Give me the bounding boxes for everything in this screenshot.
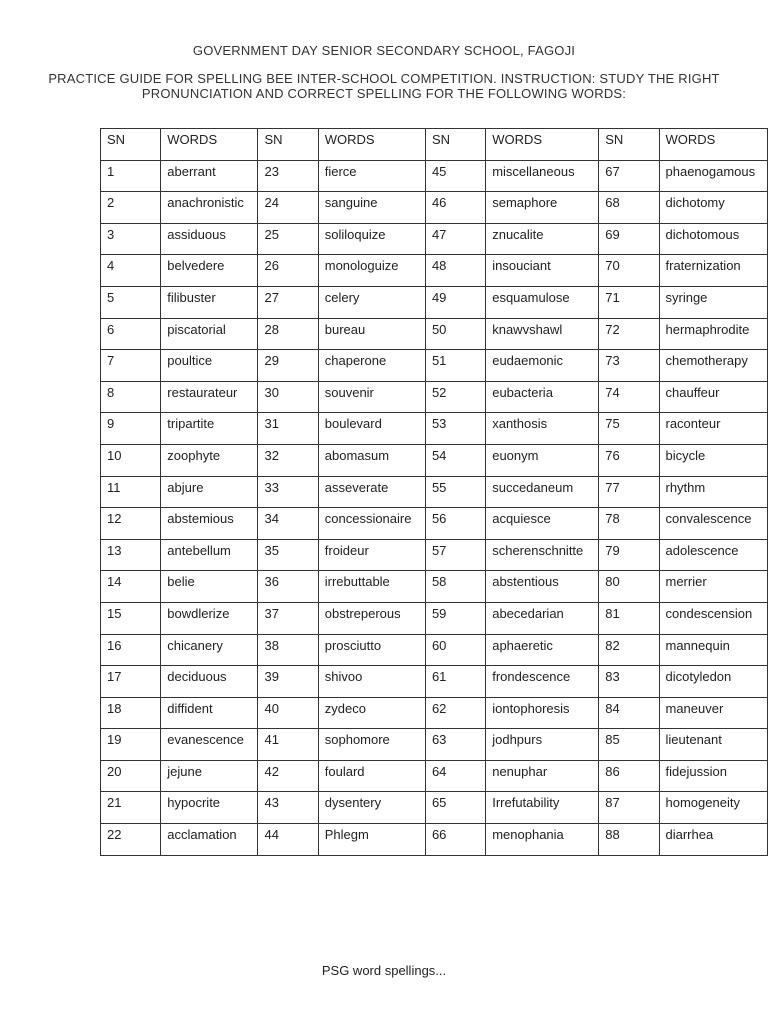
serial-number-cell: 9 [101,413,161,445]
serial-number-cell: 17 [101,666,161,698]
word-cell: evanescence [161,729,258,761]
serial-number-cell: 18 [101,697,161,729]
header-words: WORDS [161,129,258,161]
word-cell: euonym [486,444,599,476]
serial-number-cell: 60 [425,634,485,666]
serial-number-cell: 68 [599,192,659,224]
serial-number-cell: 35 [258,539,318,571]
serial-number-cell: 77 [599,476,659,508]
serial-number-cell: 2 [101,192,161,224]
serial-number-cell: 47 [425,223,485,255]
serial-number-cell: 73 [599,350,659,382]
word-cell: condescension [659,602,768,634]
word-cell: fraternization [659,255,768,287]
serial-number-cell: 21 [101,792,161,824]
table-row [101,634,768,666]
table-row [101,666,768,698]
word-cell: lieutenant [659,729,768,761]
table-row [101,824,768,856]
serial-number-cell: 16 [101,634,161,666]
word-cell: chemotherapy [659,350,768,382]
word-cell: hermaphrodite [659,318,768,350]
serial-number-cell: 40 [258,697,318,729]
word-cell: dichotomy [659,192,768,224]
serial-number-cell: 72 [599,318,659,350]
serial-number-cell: 64 [425,760,485,792]
serial-number-cell: 29 [258,350,318,382]
table-row [101,413,768,445]
serial-number-cell: 36 [258,571,318,603]
serial-number-cell: 54 [425,444,485,476]
word-cell: anachronistic [161,192,258,224]
serial-number-cell: 83 [599,666,659,698]
word-cell: froideur [318,539,425,571]
serial-number-cell: 30 [258,381,318,413]
serial-number-cell: 76 [599,444,659,476]
word-cell: celery [318,286,425,318]
word-cell: deciduous [161,666,258,698]
serial-number-cell: 43 [258,792,318,824]
word-cell: raconteur [659,413,768,445]
word-cell: succedaneum [486,476,599,508]
word-cell: bowdlerize [161,602,258,634]
serial-number-cell: 42 [258,760,318,792]
spelling-word-table [100,128,768,856]
word-cell: tripartite [161,413,258,445]
serial-number-cell: 84 [599,697,659,729]
word-cell: acquiesce [486,508,599,540]
serial-number-cell: 28 [258,318,318,350]
serial-number-cell: 49 [425,286,485,318]
word-cell: syringe [659,286,768,318]
word-cell: diarrhea [659,824,768,856]
word-cell: rhythm [659,476,768,508]
serial-number-cell: 66 [425,824,485,856]
word-cell: shivoo [318,666,425,698]
word-cell: assiduous [161,223,258,255]
serial-number-cell: 58 [425,571,485,603]
word-cell: maneuver [659,697,768,729]
word-cell: souvenir [318,381,425,413]
table-row [101,508,768,540]
instruction-line-2: PRONUNCIATION AND CORRECT SPELLING FOR THE FOLLOWING WORDS: [141,86,627,101]
table-row [101,255,768,287]
header-sn: SN [599,129,659,161]
table-row [101,760,768,792]
serial-number-cell: 20 [101,760,161,792]
table-row [101,602,768,634]
serial-number-cell: 3 [101,223,161,255]
word-cell: aphaeretic [486,634,599,666]
serial-number-cell: 80 [599,571,659,603]
serial-number-cell: 67 [599,160,659,192]
word-cell: frondescence [486,666,599,698]
serial-number-cell: 5 [101,286,161,318]
word-cell: piscatorial [161,318,258,350]
school-name: GOVERNMENT DAY SENIOR SECONDARY SCHOOL, FAGOJI [192,43,576,58]
serial-number-cell: 10 [101,444,161,476]
table-row [101,444,768,476]
word-cell: merrier [659,571,768,603]
table-row [101,350,768,382]
serial-number-cell: 65 [425,792,485,824]
word-cell: abstemious [161,508,258,540]
table-row [101,476,768,508]
serial-number-cell: 53 [425,413,485,445]
word-cell: irrebuttable [318,571,425,603]
serial-number-cell: 45 [425,160,485,192]
header-words: WORDS [659,129,768,161]
word-cell: antebellum [161,539,258,571]
word-cell: abjure [161,476,258,508]
table-row [101,160,768,192]
serial-number-cell: 50 [425,318,485,350]
serial-number-cell: 41 [258,729,318,761]
word-cell: restaurateur [161,381,258,413]
serial-number-cell: 85 [599,729,659,761]
word-cell: chauffeur [659,381,768,413]
serial-number-cell: 24 [258,192,318,224]
serial-number-cell: 25 [258,223,318,255]
word-cell: hypocrite [161,792,258,824]
word-cell: poultice [161,350,258,382]
word-cell: Irrefutability [486,792,599,824]
word-cell: convalescence [659,508,768,540]
word-cell: concessionaire [318,508,425,540]
header-words: WORDS [318,129,425,161]
serial-number-cell: 63 [425,729,485,761]
word-cell: znucalite [486,223,599,255]
serial-number-cell: 81 [599,602,659,634]
serial-number-cell: 56 [425,508,485,540]
word-cell: Phlegm [318,824,425,856]
footer-caption: PSG word spellings... [321,963,447,978]
serial-number-cell: 4 [101,255,161,287]
serial-number-cell: 11 [101,476,161,508]
serial-number-cell: 61 [425,666,485,698]
serial-number-cell: 75 [599,413,659,445]
word-cell: eubacteria [486,381,599,413]
serial-number-cell: 32 [258,444,318,476]
word-cell: zoophyte [161,444,258,476]
table-row [101,381,768,413]
serial-number-cell: 46 [425,192,485,224]
serial-number-cell: 79 [599,539,659,571]
serial-number-cell: 86 [599,760,659,792]
word-cell: jejune [161,760,258,792]
word-cell: dicotyledon [659,666,768,698]
word-cell: menophania [486,824,599,856]
word-cell: zydeco [318,697,425,729]
table-header-row [101,129,768,161]
instruction-line-1: PRACTICE GUIDE FOR SPELLING BEE INTER-SCHOOL COMPETITION. INSTRUCTION: STUDY THE RIGHT [48,71,720,86]
serial-number-cell: 70 [599,255,659,287]
table-row [101,697,768,729]
serial-number-cell: 44 [258,824,318,856]
word-cell: diffident [161,697,258,729]
header-words: WORDS [486,129,599,161]
serial-number-cell: 71 [599,286,659,318]
table-row [101,729,768,761]
word-cell: eudaemonic [486,350,599,382]
word-cell: knawvshawl [486,318,599,350]
serial-number-cell: 23 [258,160,318,192]
word-cell: scherenschnitte [486,539,599,571]
word-cell: bicycle [659,444,768,476]
table-row [101,192,768,224]
serial-number-cell: 51 [425,350,485,382]
word-cell: insouciant [486,255,599,287]
serial-number-cell: 48 [425,255,485,287]
word-cell: bureau [318,318,425,350]
word-cell: acclamation [161,824,258,856]
word-cell: xanthosis [486,413,599,445]
word-cell: obstreperous [318,602,425,634]
word-cell: boulevard [318,413,425,445]
word-cell: asseverate [318,476,425,508]
serial-number-cell: 7 [101,350,161,382]
serial-number-cell: 27 [258,286,318,318]
serial-number-cell: 19 [101,729,161,761]
word-cell: fierce [318,160,425,192]
word-cell: sanguine [318,192,425,224]
word-cell: chicanery [161,634,258,666]
serial-number-cell: 13 [101,539,161,571]
serial-number-cell: 14 [101,571,161,603]
word-cell: mannequin [659,634,768,666]
serial-number-cell: 57 [425,539,485,571]
serial-number-cell: 31 [258,413,318,445]
serial-number-cell: 15 [101,602,161,634]
serial-number-cell: 38 [258,634,318,666]
serial-number-cell: 39 [258,666,318,698]
serial-number-cell: 82 [599,634,659,666]
serial-number-cell: 55 [425,476,485,508]
serial-number-cell: 6 [101,318,161,350]
serial-number-cell: 52 [425,381,485,413]
word-cell: abecedarian [486,602,599,634]
header-sn: SN [425,129,485,161]
serial-number-cell: 37 [258,602,318,634]
serial-number-cell: 26 [258,255,318,287]
word-cell: monologuize [318,255,425,287]
word-cell: prosciutto [318,634,425,666]
serial-number-cell: 22 [101,824,161,856]
word-cell: dichotomous [659,223,768,255]
word-cell: dysentery [318,792,425,824]
word-cell: miscellaneous [486,160,599,192]
word-cell: esquamulose [486,286,599,318]
word-cell: jodhpurs [486,729,599,761]
serial-number-cell: 1 [101,160,161,192]
word-cell: filibuster [161,286,258,318]
header-sn: SN [101,129,161,161]
word-cell: chaperone [318,350,425,382]
table-row [101,792,768,824]
header-sn: SN [258,129,318,161]
serial-number-cell: 34 [258,508,318,540]
word-cell: nenuphar [486,760,599,792]
serial-number-cell: 78 [599,508,659,540]
serial-number-cell: 12 [101,508,161,540]
word-cell: sophomore [318,729,425,761]
serial-number-cell: 8 [101,381,161,413]
word-cell: semaphore [486,192,599,224]
serial-number-cell: 62 [425,697,485,729]
table-row [101,539,768,571]
word-cell: soliloquize [318,223,425,255]
word-cell: abomasum [318,444,425,476]
table-row [101,223,768,255]
word-cell: adolescence [659,539,768,571]
word-cell: belie [161,571,258,603]
word-cell: foulard [318,760,425,792]
serial-number-cell: 69 [599,223,659,255]
serial-number-cell: 74 [599,381,659,413]
serial-number-cell: 87 [599,792,659,824]
word-cell: abstentious [486,571,599,603]
word-cell: aberrant [161,160,258,192]
word-cell: belvedere [161,255,258,287]
table-row [101,286,768,318]
word-cell: phaenogamous [659,160,768,192]
serial-number-cell: 88 [599,824,659,856]
table-row [101,318,768,350]
table-row [101,571,768,603]
serial-number-cell: 59 [425,602,485,634]
word-cell: fidejussion [659,760,768,792]
serial-number-cell: 33 [258,476,318,508]
word-cell: homogeneity [659,792,768,824]
table-body [101,129,768,856]
word-cell: iontophoresis [486,697,599,729]
